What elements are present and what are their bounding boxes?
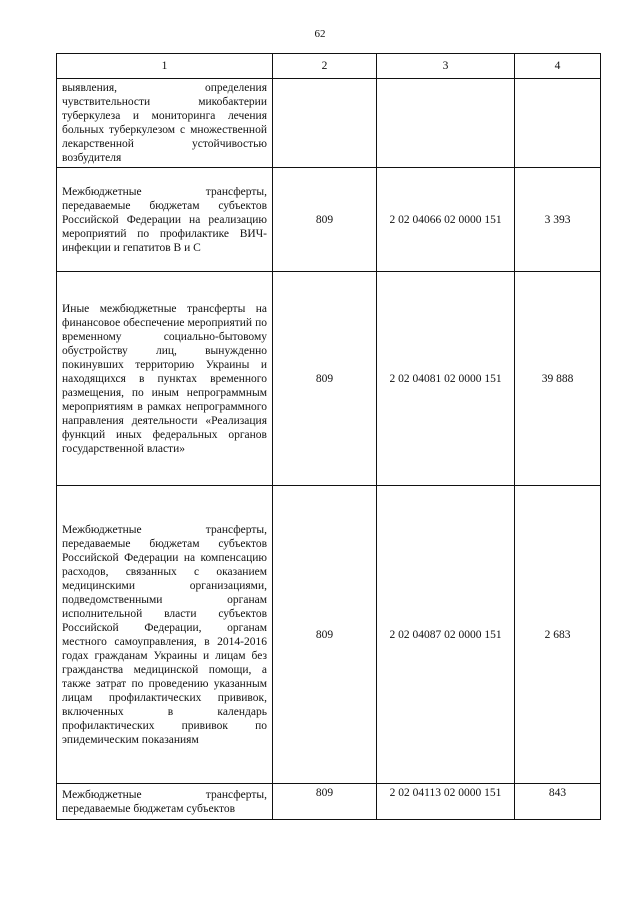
row-revenue-code: 2 02 04081 02 0000 151 <box>377 272 515 486</box>
row-amount <box>515 79 601 168</box>
table-row <box>57 486 601 784</box>
row-admin-code: 809 <box>273 272 377 486</box>
row-amount: 2 683 <box>515 486 601 784</box>
header-col-3: 3 <box>377 54 515 79</box>
page-number: 62 <box>314 28 326 40</box>
header-col-4: 4 <box>515 54 601 79</box>
row-revenue-code: 2 02 04087 02 0000 151 <box>377 486 515 784</box>
row-amount: 3 393 <box>515 168 601 272</box>
header-row <box>57 54 601 79</box>
budget-table <box>56 53 601 820</box>
row-admin-code: 809 <box>273 784 377 820</box>
row-revenue-code <box>377 79 515 168</box>
table-row <box>57 168 601 272</box>
table-row <box>57 272 601 486</box>
row-amount: 39 888 <box>515 272 601 486</box>
row-name: выявления, определения чувствительности микобактерии туберкулеза и мониторинга лечения больных туберкулезом с множественной лекарственной устойчивостью возбудителя <box>57 79 273 168</box>
row-admin-code: 809 <box>273 168 377 272</box>
row-name: Межбюджетные трансферты, передаваемые бюджетам субъектов Российской Федерации на компенсацию расходов, связанных с оказанием медицинскими организациями, подведомственными органам исполнительной власти субъектов Российской Федерации, органам местного самоуправления, в 2014-2016 годах гражданам Украины и лицам без гражданства медицинской помощи, а также затрат по проведению указанным лицам профилактических прививок, включенных в календарь профилактических прививок по эпидемическим показаниям <box>57 486 273 784</box>
table-row <box>57 784 601 820</box>
header-col-1: 1 <box>57 54 273 79</box>
row-name: Иные межбюджетные трансферты на финансовое обеспечение мероприятий по временному социально-бытовому обустройству лиц, вынужденно покинувших территорию Украины и находящихся в пунктах временного размещения, по иным непрограммным мероприятиям в рамках непрограммного направления деятельности «Реализация функций иных федеральных органов государственной власти» <box>57 272 273 486</box>
row-admin-code: 809 <box>273 486 377 784</box>
row-revenue-code: 2 02 04066 02 0000 151 <box>377 168 515 272</box>
row-name: Межбюджетные трансферты, передаваемые бюджетам субъектов Российской Федерации на реализацию мероприятий по профилактике ВИЧ-инфекции и гепатитов В и С <box>57 168 273 272</box>
row-name: Межбюджетные трансферты, передаваемые бюджетам субъектов <box>57 784 273 820</box>
header-col-2: 2 <box>273 54 377 79</box>
row-amount: 843 <box>515 784 601 820</box>
row-revenue-code: 2 02 04113 02 0000 151 <box>377 784 515 820</box>
row-admin-code <box>273 79 377 168</box>
table-row <box>57 79 601 168</box>
